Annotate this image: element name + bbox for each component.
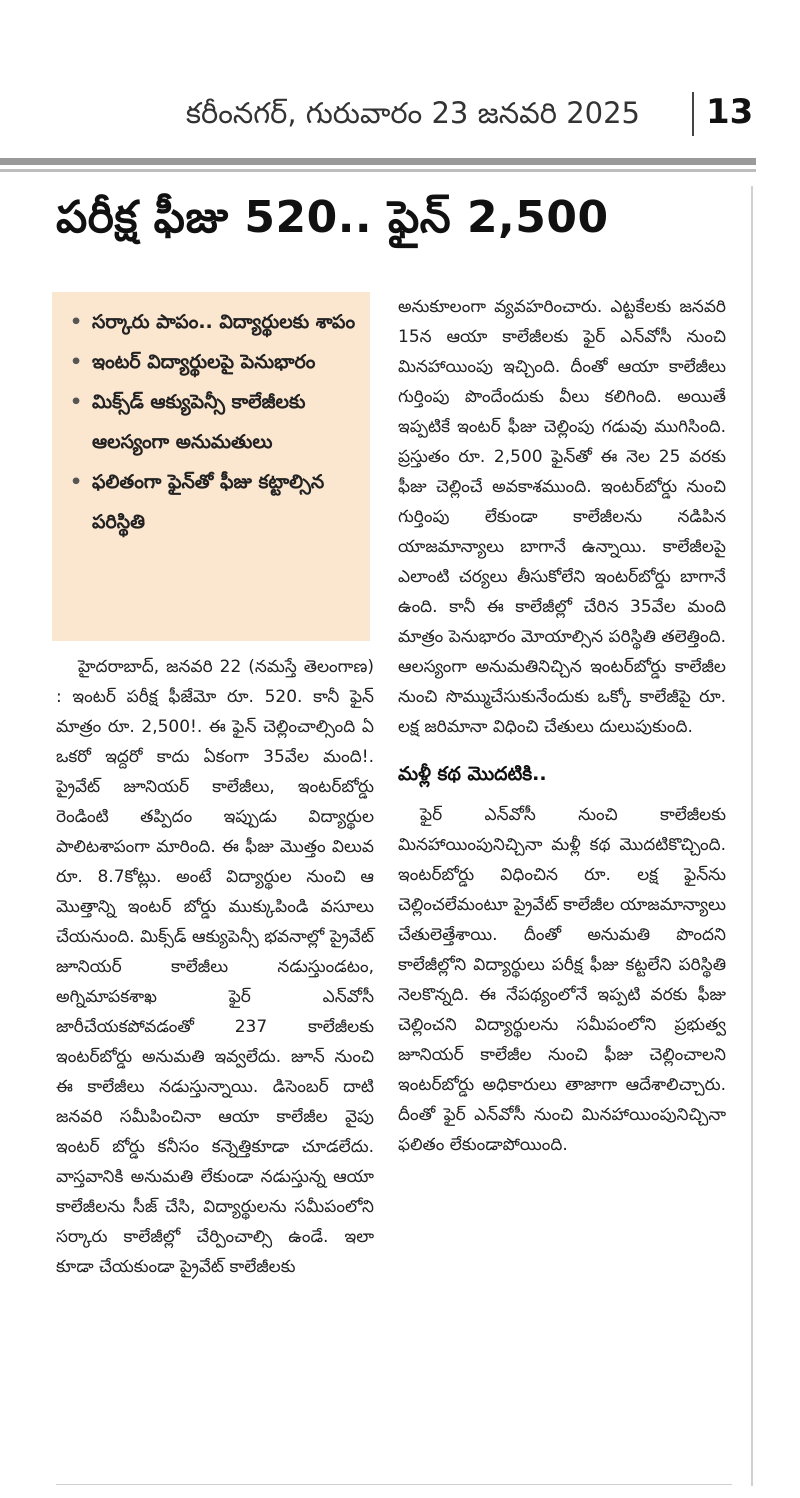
highlights-box (52, 292, 370, 641)
article-paragraph: హైదరాబాద్, జనవరి 22 (నమస్తే తెలంగాణ) : ఇంటర్ పరీక్ష ఫీజేమో రూ. 520. కానీ ఫైన్ మాత్రం రూ. 2,500!. ఈ ఫైన్ చెల్లించాల్సింది ఏ ఒకరో ఇద్దరో కాదు ఏకంగా 35వేల మంది!. ప్రైవేట్ జూనియర్ కాలేజీలు, ఇంటర్‌బోర్డు రెండింటి తప్పిదం ఇప్పుడు విద్యార్థుల పాలిటశాపంగా మారింది. ఈ ఫీజు మొత్తం విలువ రూ. 8.7కోట్లు. అంటే విద్యార్థుల నుంచి ఆ మొత్తాన్ని ఇంటర్ బోర్డు ముక్కుపిండి వసూలు చేయనుంది. మిక్స్‌డ్ ఆక్యుపెన్సీ భవనాల్లో ప్రైవేట్ జూనియర్ కాలేజీలు నడుస్తుండటం, అగ్నిమాపకశాఖ ఫైర్ ఎన్‌వోసీ జారీచేయకపోవడంతో 237 కాలేజీలకు ఇంటర్‌బోర్డు అనుమతి ఇవ్వలేదు. జూన్ నుంచి ఈ కాలేజీలు నడుస్తున్నాయి. డిసెంబర్ దాటి జనవరి సమీపించినా ఆయా కాలేజీల వైపు ఇంటర్ బోర్డు కనీసం కన్నెత్తికూడా చూడలేదు. వాస్తవానికి అనుమతి లేకుండా నడుస్తున్న ఆయా కాలేజీలను సీజ్ చేసి, విద్యార్థులను సమీపంలోని సర్కారు కాలేజీల్లో చేర్పించాల్సి ఉండే. ఇలా కూడా చేయకుండా ప్రైవేట్ కాలేజీలకు (56, 657, 374, 1277)
article-paragraph: ఫైర్ ఎన్‌వోసీ నుంచి కాలేజీలకు మినహాయింపునిచ్చినా మళ్లీ కథ మొదటికొచ్చింది. ఇంటర్‌బోర్డు విధించిన రూ. లక్ష ఫైన్‌ను చెల్లించలేమంటూ ప్రైవేట్ కాలేజీల యాజమాన్యాలు చేతులెత్తేశాయి. దీంతో అనుమతి పొందని కాలేజీల్లోని విద్యార్థులు పరీక్ష ఫీజు కట్టలేని పరిస్థితి నెలకొన్నది. ఈ నేపథ్యంలోనే ఇప్పటి వరకు ఫీజు చెల్లించని విద్యార్థులను సమీపంలోని ప్రభుత్వ జూనియర్ కాలేజీల నుంచి ఫీజు చెల్లించాలని ఇంటర్‌బోర్డు అధికారులు తాజాగా ఆదేశాలిచ్చారు. దీంతో ఫైర్ ఎన్‌వోసీ నుంచి మినహాయింపునిచ్చినా ఫలితం లేకుండాపోయింది. (398, 805, 726, 1155)
header-divider (692, 92, 694, 136)
highlight-item: • సర్కారు పాపం.. విద్యార్థులకు శాపం (70, 302, 360, 342)
headline: పరీక్ష ఫీజు 520.. ఫైన్ 2,500 (56, 192, 609, 243)
column-edge-rule (751, 186, 753, 1486)
highlight-item: • ఫలితంగా ఫైన్‌తో ఫీజు కట్టాల్సిన పరిస్థితి (70, 462, 360, 542)
dateline: కరీంనగర్, గురువారం 23 జనవరి 2025 (185, 96, 640, 130)
article-subheading: మళ్లీ కథ మొదటికి.. (398, 763, 547, 785)
page-header (0, 92, 760, 138)
top-rule-secondary (0, 169, 756, 172)
bottom-rule (56, 1484, 732, 1485)
article-paragraph: అనుకూలంగా వ్యవహరించారు. ఎట్టకేలకు జనవరి 15న ఆయా కాలేజీలకు ఫైర్ ఎన్‌వోసీ నుంచి మినహాయింపు ఇచ్చింది. దీంతో ఆయా కాలేజీలు గుర్తింపు పొందేందుకు వీలు కలిగింది. అయితే ఇప్పటికే ఇంటర్ ఫీజు చెల్లింపు గడువు ముగిసింది. ప్రస్తుతం రూ. 2,500 ఫైన్‌తో ఈ నెల 25 వరకు ఫీజు చెల్లించే అవకాశముంది. ఇంటర్‌బోర్డు నుంచి గుర్తింపు లేకుండా కాలేజీలను నడిపిన యాజమాన్యాలు బాగానే ఉన్నాయి. కాలేజీలపై ఎలాంటి చర్యలు తీసుకోలేని ఇంటర్‌బోర్డు బాగానే ఉంది. కానీ ఈ కాలేజీల్లో చేరిన 35వేల మంది మాత్రం పెనుభారం మోయాల్సిన పరిస్థితి తలెత్తింది. ఆలస్యంగా అనుమతినిచ్చిన ఇంటర్‌బోర్డు కాలేజీల నుంచి సొమ్ముచేసుకునేందుకు ఒక్కో కాలేజీపై రూ. లక్ష జరిమానా విధించి చేతులు దులుపుకుంది. (398, 297, 726, 737)
top-rule (0, 158, 756, 165)
article-column-right (398, 292, 726, 1160)
highlight-item: • మిక్స్‌డ్ ఆక్యుపెన్సీ కాలేజీలకు ఆలస్యంగా అనుమతులు (70, 382, 360, 462)
article-column-left (56, 652, 374, 1282)
page-number: 13 (706, 92, 754, 132)
highlight-item: • ఇంటర్ విద్యార్థులపై పెనుభారం (70, 342, 360, 382)
